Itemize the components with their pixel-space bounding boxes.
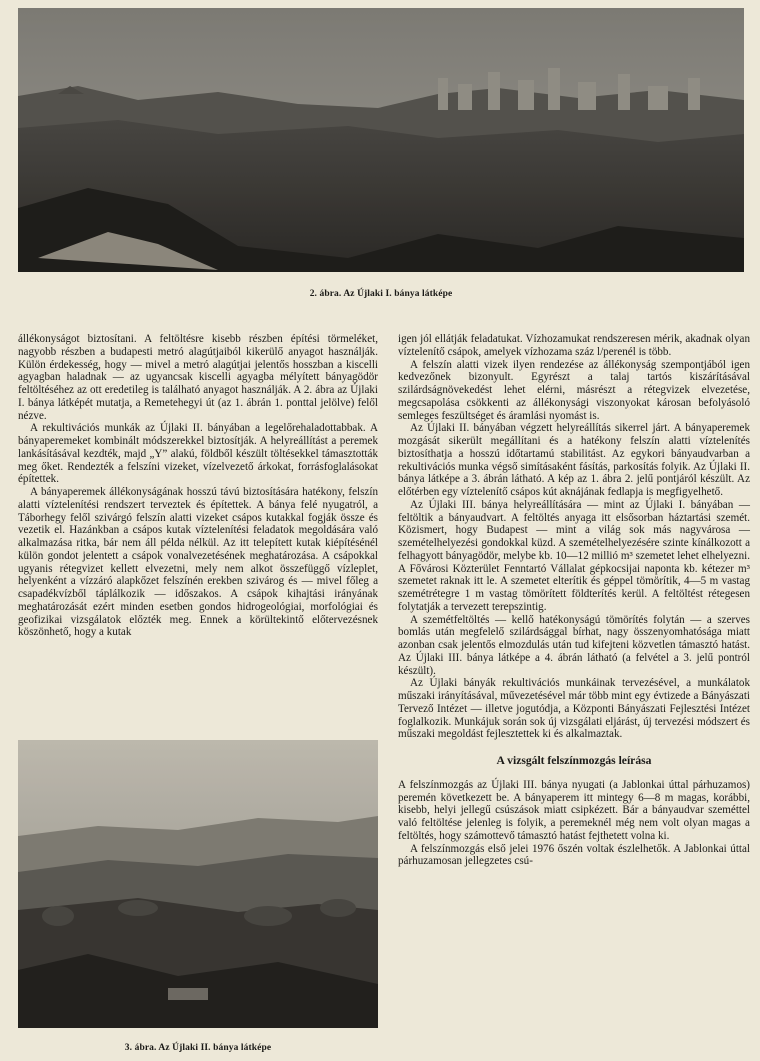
paragraph: igen jól ellátják feladatukat. Vízhozamukat rendszeresen mérik, akadnak olyan víztelenítő csápok, amelyek vízhozama száz l/perenél is több.	[398, 333, 750, 358]
paragraph: Az Újlaki III. bánya helyreállítására — mint az Újlaki I. bányában — feltöltik a bányaudvart. A feltöltés anyaga itt elsősorban háztartási szemét. Közismert, hogy Budapest — mint a világ sok más nagyvárosa — szemételhelyezési gondokkal küzd. A szemételhelyezésére szinte kínálkozott a felhagyott bányagödör, melybe kb. 10—12 millió m³ szemetet lehet elhelyezni. A Fővárosi Közterület Fenntartó Vállalat gépkocsijai naponta kb. kétezer m³ szemetet raknak itt le. A szemetet elterítik és géppel tömörítik, 4—5 m vastag szemétrétegre 1 m vastag tömörített földterítés kerül. A feltöltést rétegesen folytatják a tervezett terepszintig.	[398, 498, 750, 613]
figure-2-caption: 2. ábra. Az Újlaki I. bánya látképe	[309, 289, 453, 299]
paragraph: A felszín alatti vizek ilyen rendezése az állékonyság szempontjából igen kedvezőnek bizonyult. Egyrészt a talaj tartós kiszárításával szilárdságnövekedést lehet elérni, másrészt a rétegvizek elvezetése, megcsapolása csökkenti az állékonysági viszonyokat károsan befolyásoló semleges feszültséget és áramlási nyomást is.	[398, 358, 750, 422]
paragraph: A felszínmozgás az Újlaki III. bánya nyugati (a Jablonkai úttal párhuzamos) peremén következett be. A bányaperem itt mintegy 6—8 m magas, korábbi, kisebb, helyi jellegű csúszások miatt csipkézett. Bár a bányaudvar szeméttel való feltöltése jelenleg is folyik, a peremeknél még nem volt olyan magas a feltöltés, hogy számottevő támasztó hatást fejthetett volna ki.	[398, 778, 750, 842]
section-heading: A vizsgált felszínmozgás leírása	[496, 754, 652, 767]
paragraph: A felszínmozgás első jelei 1976 őszén voltak észlelhetők. A Jablonkai úttal párhuzamosan jellegzetes csú-	[398, 842, 750, 868]
paragraph: állékonyságot biztosítani. A feltöltésre kisebb részben építési törmeléket, nagyobb részben a budapesti metró alagútjaiból kikerülő anyagot használják. Külön érdekesség, hogy — mivel a metró alagútjai jelentős hosszban a kiscelli agyagban haladnak — az ugyancsak kiscelli agyagba mélyített bányagödör feltöltéséhez az ott eredetileg is található anyagot használják. A 2. ábra az Újlaki I. bánya látképét mutatja, a Remetehegyi út (az 1. ábrán 1. ponttal jelölve) felől nézve.	[18, 333, 378, 422]
paragraph: A szemétfeltöltés — kellő hatékonyságú tömörítés folytán — a szerves bomlás után megfelelő szilárdsággal bírhat, nagy összenyomhatósága miatt azonban csak jelentős elmozdulás után tud kifejteni közvetlen támasztó hatást. Az Újlaki III. bánya látképe a 4. ábrán látható (a felvétel a 3. jelű pontról készült).	[398, 613, 750, 677]
paragraph: A rekultivációs munkák az Újlaki II. bányában a legelőrehaladottabbak. A bányaperemeket kombinált módszerekkel biztosítják. A helyreállítást a peremek lankásításával kezdték, majd „Y” alakú, földből készült töltésekkel támasztották meg őket. Rendezték a felszíni vizeket, vízelvezető árkokat, forrásfoglalásokat építettek.	[18, 422, 378, 486]
left-text-column	[18, 333, 378, 639]
figure-2-photo	[18, 8, 744, 272]
figure-3-photo	[18, 740, 378, 1028]
paragraph: A bányaperemek állékonyságának hosszú távú biztosítására hatékony, felszín alatti víztelenítési rendszert terveztek és építettek. A bánya felé nyugatról, a Táborhegy felől szivárgó felszín alatti vizeket csápos kutakkal fogják össze és vezetik el. Hazánkban a csápos kutak víztelenítési feladatok megoldására való alkalmazása ritka, bár nem áll példa nélkül. Az itt telepített kutak kiépítésénél külön gondot jelentett a csápok vonalvezetésének meghatározása. A csápokkal ugyanis rétegvizet kellett elvezetni, mely nem alkot összefüggő vízleplet, helyenként a vízzáró alapkőzet felszínén erekben szivárog és — mivel főleg a csapadékvízből táplálkozik — időszakos. A csápok kihajtási irányának meghatározását ezért minden esetben gondos hidrogeológiai, morfológiai és geofizikai vizsgálatok előzték meg. Ennek a körültekintő előtervezésnek köszönhető, hogy a kutak	[18, 486, 378, 639]
paragraph: Az Újlaki bányák rekultivációs munkáinak tervezésével, a munkálatok műszaki irányításával, művezetésével már több mint egy évtizede a Bányászati Tervező Intézet — illetve jogutódja, a Központi Bányászati Fejlesztési Intézet foglalkozik. Munkájuk során sok új vizsgálati eljárást, új tervezési módszert és műszaki megoldást fejlesztettek ki és alkalmaztak.	[398, 677, 750, 741]
figure-3-caption: 3. ábra. Az Újlaki II. bánya látképe	[124, 1043, 272, 1053]
right-text-column	[398, 333, 750, 868]
paragraph: Az Újlaki II. bányában végzett helyreállítás sikerrel járt. A bányaperemek mozgását sikerült megállítani és a hatékony felszín alatti víztelenítés biztosíthatja a hosszú időtartamú stabilitást. Az egykori bányaudvarban a rekultivációs munka végső simításaként fásítás, parkosítás folyik. Az Újlaki II. bánya látképe a 3. ábrán látható. A kép az 1. ábra 2. jelű pontjáról készült. Az előtérben egy víztelenítő csápos kút aknájának fedlapja is megfigyelhető.	[398, 422, 750, 498]
